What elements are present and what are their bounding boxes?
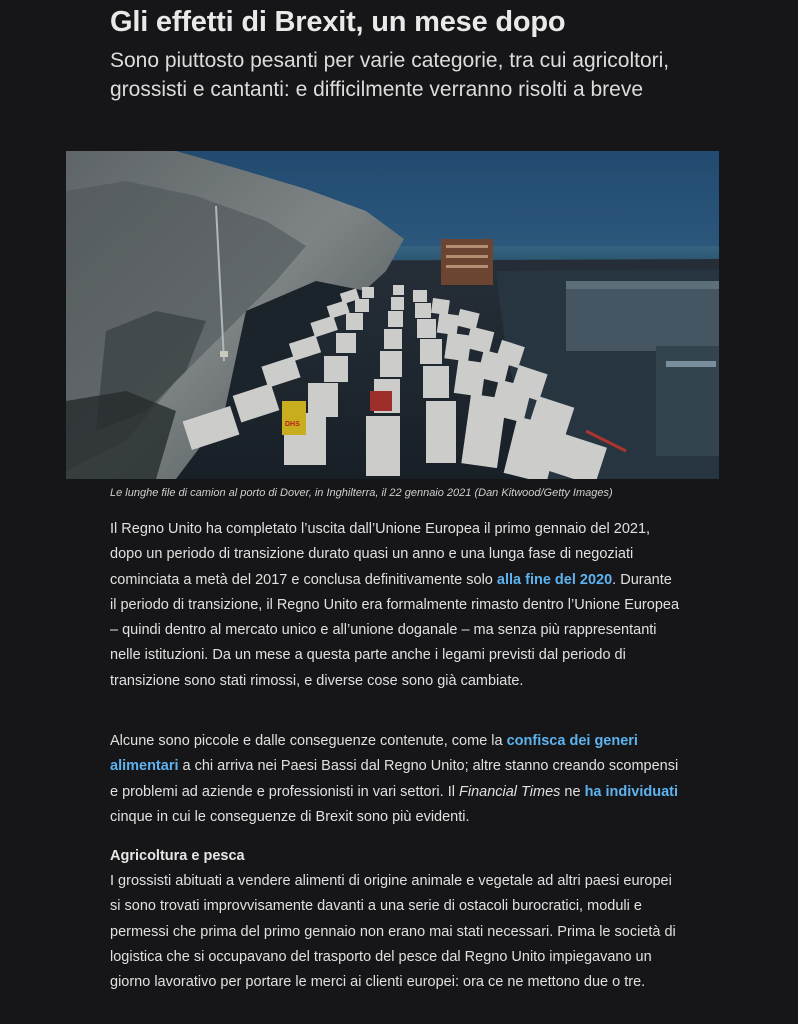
- paragraph-2-text-b: a chi arriva nei Paesi Bassi dal Regno Unito; altre stanno creando scompensi e problemi ad aziende e professionisti in vari settori. Il: [110, 758, 679, 800]
- section-heading: Agricoltura e pesca: [110, 848, 245, 864]
- dover-port-trucks-image: [66, 151, 719, 479]
- truck-logo-text: DHS: [285, 421, 300, 428]
- article-subtitle: Sono piuttosto pesanti per varie categorie, tra cui agricoltori, grossisti e cantanti: e difficilmente verranno risolti a breve: [110, 49, 670, 101]
- paragraph-2: [110, 729, 680, 830]
- paragraph-1: [110, 517, 680, 694]
- paragraph-2-text-a: Alcune sono piccole e dalle conseguenze contenute, come la: [110, 733, 507, 749]
- article-photo: [66, 151, 719, 479]
- paragraph-1-text-b: . Durante il periodo di transizione, il Regno Unito era formalmente rimasto dentro l’Unione Europea – quindi dentro al mercato unico e all’unione doganale – ma senza più rappresentanti nelle istituzioni. Da un mese a questa parte anche i legami previsti dal periodo di transizione sono stati rimossi, e diverse cose sono già cambiate.: [110, 571, 680, 689]
- article-title: Gli effetti di Brexit, un mese dopo: [110, 6, 566, 38]
- paragraph-1-text-a: Il Regno Unito ha completato l’uscita dall’Unione Europea il primo gennaio del 2021, dopo un periodo di transizione durato quasi un anno e una lunga fase di negoziati cominciata a metà del 2017 e conclusa definitivamente solo: [110, 521, 651, 588]
- link-confisca-generi-alimentari[interactable]: confisca dei generi alimentari: [110, 733, 638, 775]
- paragraph-3: I grossisti abituati a vendere alimenti di origine animale e vegetale ad altri paesi europei si sono trovati improvvisamente davanti a una serie di ostacoli burocratici, moduli e permessi che prima del primo gennaio non erano mai stati necessari. Prima le società di logistica che si occupavano del trasporto del pesce dal Regno Unito impiegavano un giorno lavorativo per portare le merci ai clienti europei: ora ce ne mettono due o tre.: [110, 873, 676, 991]
- financial-times-name: Financial Times: [458, 783, 561, 800]
- photo-caption: Le lunghe file di camion al porto di Dover, in Inghilterra, il 22 gennaio 2021 (Dan Kitwood/Getty Images): [110, 487, 613, 499]
- link-alla-fine-del-2020[interactable]: alla fine del 2020: [496, 571, 613, 588]
- paragraph-2-text-c: ne: [560, 783, 585, 800]
- link-ha-individuati[interactable]: ha individuati: [584, 783, 679, 800]
- paragraph-2-text-d: cinque in cui le conseguenze di Brexit sono più evidenti.: [110, 808, 470, 825]
